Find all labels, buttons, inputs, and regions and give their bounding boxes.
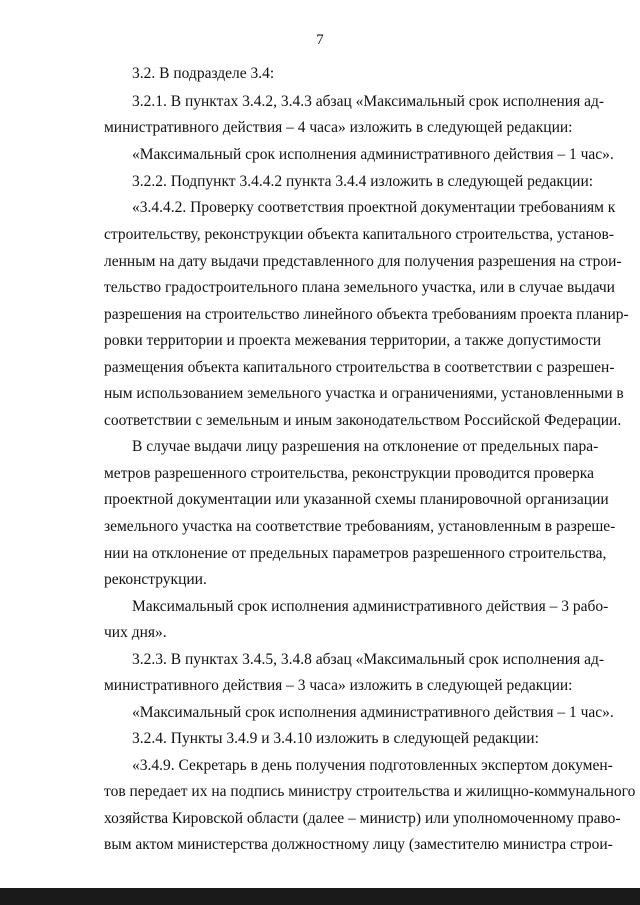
text-line: соответствии с земельным и иным законодательством Российской Федерации.	[104, 412, 622, 429]
text-line: министративного действия – 4 часа» изложить в следующей редакции:	[104, 119, 573, 136]
text-line: проектной документации или указанной схемы планировочной организации	[104, 491, 609, 508]
page-number: 7	[316, 32, 324, 48]
text-line: разрешения на строительство линейного объекта требованиям проекта планир-	[104, 306, 629, 323]
text-line: нии на отклонение от предельных параметров разрешенного строительства,	[104, 545, 607, 562]
text-line: 3.2.2. Подпункт 3.4.4.2 пункта 3.4.4 изложить в следующей редакции:	[132, 173, 594, 190]
text-line: «Максимальный срок исполнения административного действия – 1 час».	[132, 704, 614, 721]
text-line: 3.2.1. В пунктах 3.4.2, 3.4.3 абзац «Максимальный срок исполнения ад-	[132, 93, 605, 110]
text-line: чих дня».	[104, 624, 167, 641]
text-line: ленным на дату выдачи представленного для получения разрешения на строи-	[104, 253, 622, 270]
text-line: ным использованием земельного участка и ограничениями, установленными в	[104, 385, 624, 402]
text-line: метров разрешенного строительства, реконструкции проводится проверка	[104, 465, 594, 482]
text-line: строительству, реконструкции объекта капитального строительства, установ-	[104, 226, 614, 243]
text-line: тов передает их на подпись министру строительства и жилищно-коммунального	[104, 783, 636, 800]
text-line: тельство градостроительного плана земельного участка, или в случае выдачи	[104, 279, 615, 296]
text-line: реконструкции.	[104, 571, 207, 588]
scan-edge-bar	[0, 888, 640, 905]
text-line: В случае выдачи лицу разрешения на отклонение от предельных пара-	[132, 438, 599, 455]
text-line: министративного действия – 3 часа» изложить в следующей редакции:	[104, 677, 573, 694]
text-line: размещения объекта капитального строительства в соответствии с разрешен-	[104, 359, 615, 376]
text-line: земельного участка на соответствие требованиям, установленным в разреше-	[104, 518, 616, 535]
text-line: хозяйства Кировской области (далее – министр) или уполномоченному право-	[104, 810, 621, 827]
text-line: «Максимальный срок исполнения административного действия – 1 час».	[132, 146, 614, 163]
text-line: вым актом министерства должностному лицу (заместителю министра строи-	[104, 836, 613, 853]
text-line: 3.2.4. Пункты 3.4.9 и 3.4.10 изложить в следующей редакции:	[132, 730, 539, 747]
text-line: «3.4.9. Секретарь в день получения подготовленных экспертом докумен-	[132, 757, 613, 774]
text-line: 3.2. В подразделе 3.4:	[132, 65, 275, 82]
text-line: ровки территории и проекта межевания территории, а также допустимости	[104, 332, 602, 349]
text-line: Максимальный срок исполнения административного действия – 3 рабо-	[132, 598, 609, 615]
text-line: 3.2.3. В пунктах 3.4.5, 3.4.8 абзац «Максимальный срок исполнения ад-	[132, 651, 605, 668]
text-line: «3.4.4.2. Проверку соответствия проектной документации требованиям к	[132, 199, 616, 216]
